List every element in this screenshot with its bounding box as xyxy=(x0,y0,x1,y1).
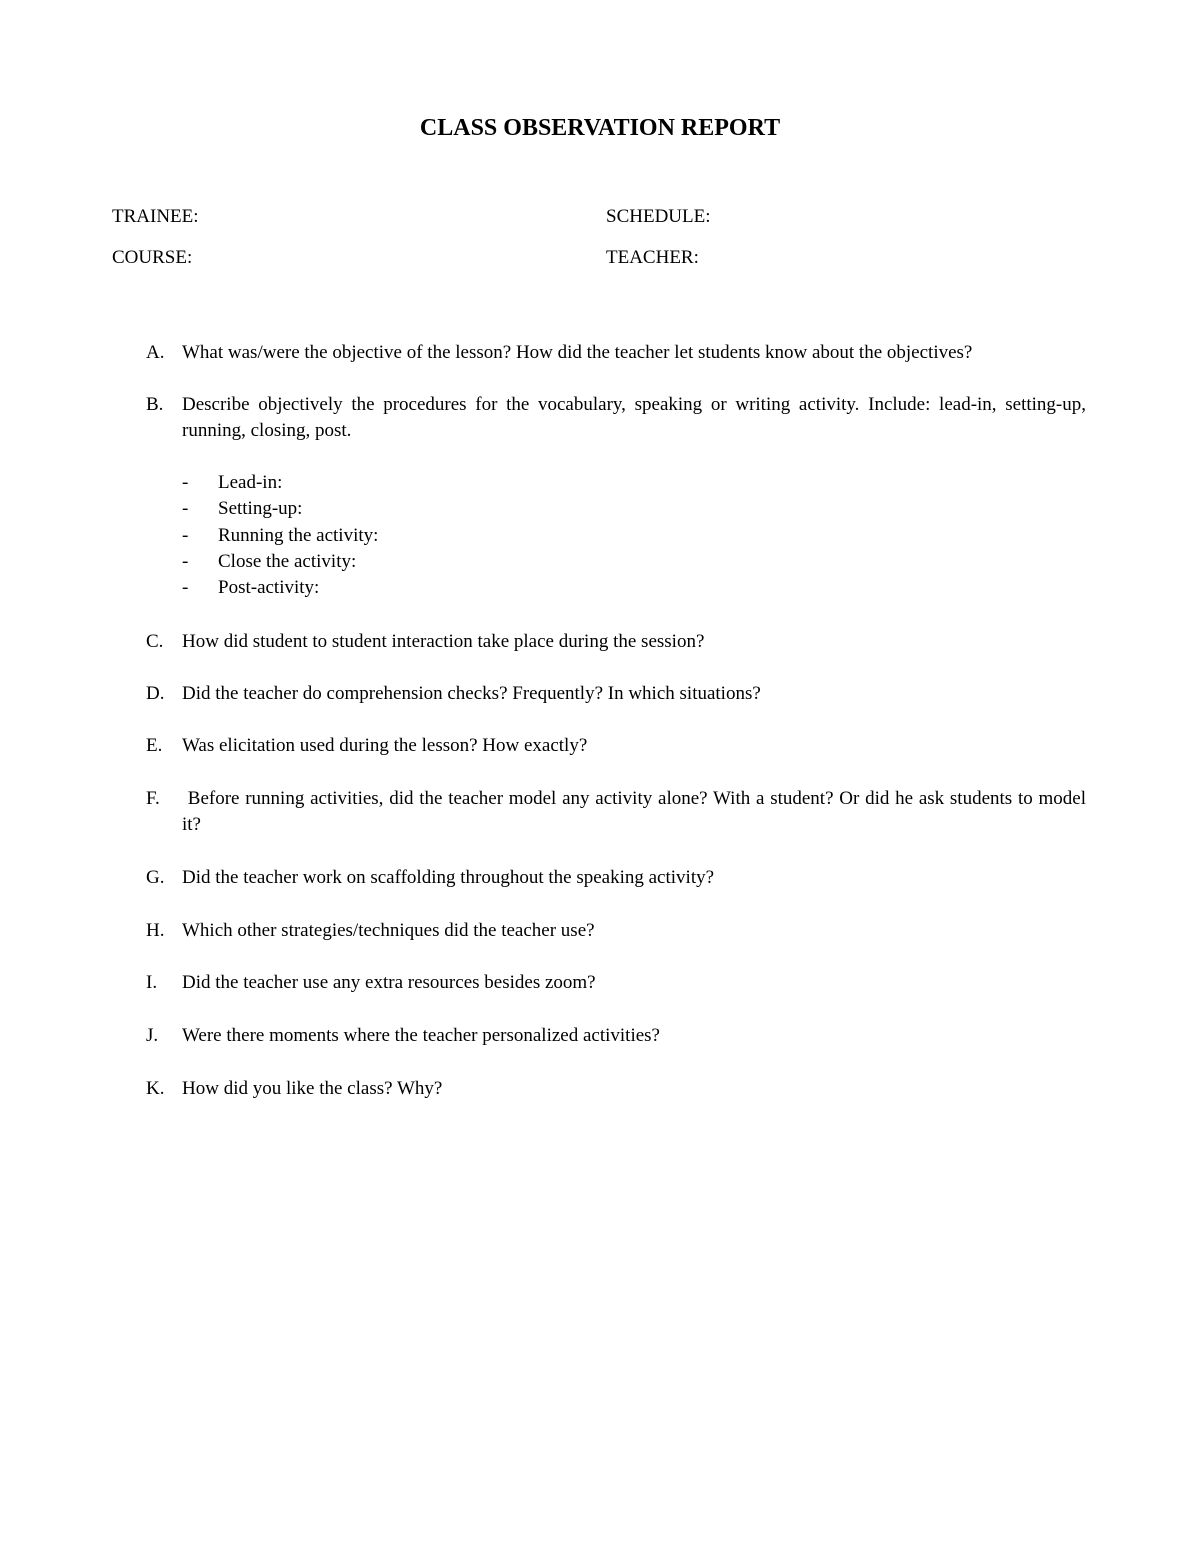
sub-item-label: Lead-in: xyxy=(218,472,283,493)
question-text: How did student to student interaction take place during the session? xyxy=(182,631,705,652)
dash-bullet: - xyxy=(182,498,189,520)
course-label: COURSE: xyxy=(112,247,193,268)
question-text: Did the teacher do comprehension checks? Frequently? In which situations? xyxy=(182,683,761,704)
question-letter: A. xyxy=(146,342,165,363)
question-text: Describe objectively the procedures for the vocabulary, speaking or writing activity. Include: lead-in, setting-up, running, closing, post. xyxy=(182,394,1086,441)
dash-bullet: - xyxy=(182,472,189,493)
page-title: CLASS OBSERVATION REPORT xyxy=(419,115,781,141)
question-letter: I. xyxy=(146,972,158,993)
question-letter: J. xyxy=(146,1025,159,1046)
question-letter: F. xyxy=(146,788,160,809)
dash-bullet: - xyxy=(182,550,189,572)
dash-bullet: - xyxy=(182,577,189,599)
sub-item-label: Running the activity: xyxy=(218,524,379,546)
question-text: Were there moments where the teacher personalized activities? xyxy=(182,1025,660,1046)
teacher-label: TEACHER: xyxy=(606,247,699,268)
sub-item-label: Close the activity: xyxy=(218,550,357,572)
question-text: How did you like the class? Why? xyxy=(182,1078,443,1099)
question-letter: C. xyxy=(146,631,164,652)
sub-item-label: Setting-up: xyxy=(218,498,303,520)
trainee-label: TRAINEE: xyxy=(112,206,199,227)
question-letter: H. xyxy=(146,920,165,941)
question-text: Was elicitation used during the lesson? How exactly? xyxy=(182,735,588,756)
question-text: What was/were the objective of the lesson? How did the teacher let students know about the objectives? xyxy=(182,342,973,363)
question-text: Before running activities, did the teacher model any activity alone? With a student? Or did he ask students to model it? xyxy=(182,788,1091,835)
question-letter: B. xyxy=(146,394,164,415)
dash-bullet: - xyxy=(182,524,189,546)
question-text: Did the teacher work on scaffolding throughout the speaking activity? xyxy=(182,867,715,888)
question-text: Which other strategies/techniques did the teacher use? xyxy=(182,920,595,941)
question-letter: G. xyxy=(146,867,165,888)
question-letter: D. xyxy=(146,683,165,704)
question-letter: K. xyxy=(146,1078,165,1099)
question-text: Did the teacher use any extra resources besides zoom? xyxy=(182,972,596,993)
question-letter: E. xyxy=(146,735,163,756)
schedule-label: SCHEDULE: xyxy=(606,206,711,227)
sub-item-label: Post-activity: xyxy=(218,577,320,599)
